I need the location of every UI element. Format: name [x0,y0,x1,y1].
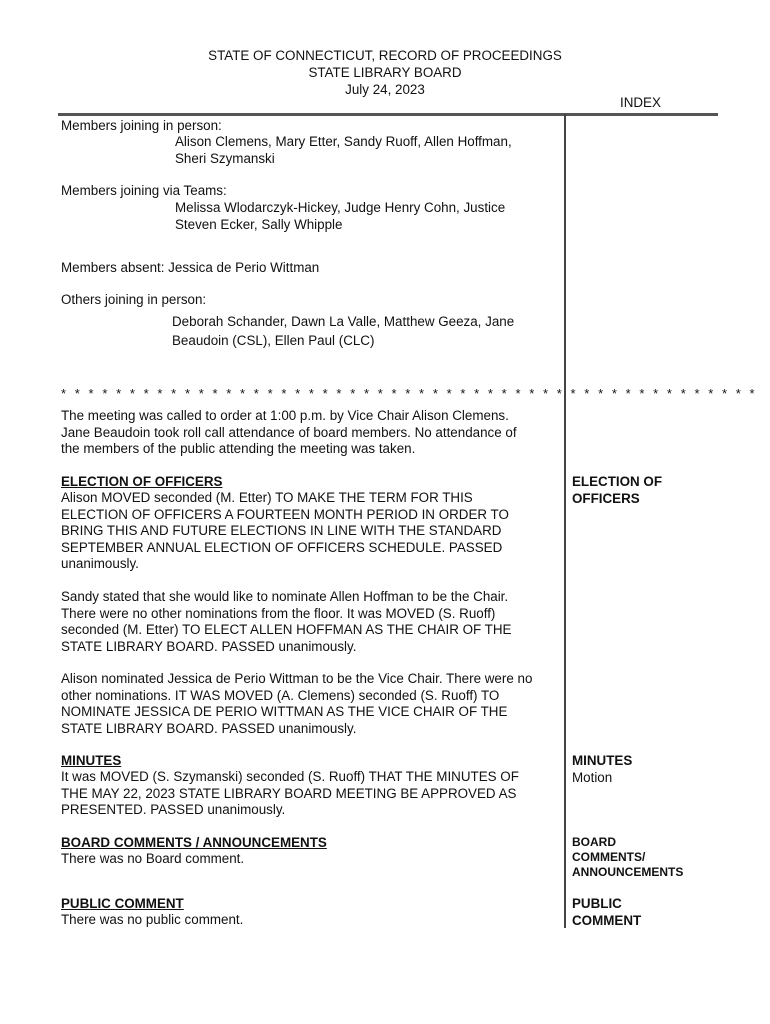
index-election: ELECTION OF OFFICERS [572,474,663,506]
teams-label: Members joining via Teams: [61,183,227,198]
index-board-comments: BOARD COMMENTS/ ANNOUNCEMENTS [572,835,684,879]
election-heading: ELECTION OF OFFICERS [61,474,223,489]
teams-names: Melissa Wlodarczyk-Hickey, Judge Henry Cohn, Justice Steven Ecker, Sally Whipple [175,200,506,232]
election-paragraph-2: Sandy stated that she would like to nominate Allen Hoffman to be the Chair. There were no other nominations from the floor. It was MOVED (S. Ruoff) seconded (M. Etter) TO ELECT ALLEN HOFFMAN AS THE CHAIR OF THE STATE LIBRARY BOARD. PASSED unanimously. [61,589,512,654]
index-public-comment: PUBLIC COMMENT [572,896,642,928]
minutes-heading: MINUTES [61,753,122,768]
index-minutes-sub: Motion [572,770,613,785]
election-paragraph-1: Alison MOVED seconded (M. Etter) TO MAKE THE TERM FOR THIS ELECTION OF OFFICERS A FOURTEEN MONTH PERIOD IN ORDER TO BRING THIS AND FUTURE ELECTIONS IN LINE WITH THE STANDARD SEPTEMBER ANNUAL ELECTION OF OFFICERS SCHEDULE. PASSED unanimously. [61,490,509,571]
document-title: STATE OF CONNECTICUT, RECORD OF PROCEEDINGS [208,48,562,63]
index-column-label: INDEX [620,95,661,110]
minutes-paragraph: It was MOVED (S. Szymanski) seconded (S. Ruoff) THAT THE MINUTES OF THE MAY 22, 2023 STATE LIBRARY BOARD MEETING BE APPROVED AS PRESENTED. PASSED unanimously. [61,769,519,817]
public-comment-paragraph: There was no public comment. [61,912,244,927]
call-to-order: The meeting was called to order at 1:00 p.m. by Vice Chair Alison Clemens. Jane Beaudoin took roll call attendance of board members. No attendance of the members of the public attending the meeting was taken. [61,408,517,456]
in-person-label: Members joining in person: [61,118,222,133]
board-comments-heading: BOARD COMMENTS / ANNOUNCEMENTS [61,835,327,850]
header-rule [58,113,718,116]
index-minutes: MINUTES [572,753,633,768]
in-person-names: Alison Clemens, Mary Etter, Sandy Ruoff, Allen Hoffman, Sheri Szymanski [175,134,512,166]
separator: * * * * * * * * * * * * * * * * * * * * * * * * * * * * * * * * * * * * * * * * * * * * * * * * * * * [61,386,758,401]
index-column-divider [564,114,566,928]
board-comments-paragraph: There was no Board comment. [61,851,245,866]
board-name: STATE LIBRARY BOARD [308,65,462,80]
others-label: Others joining in person: [61,292,207,307]
election-paragraph-3: Alison nominated Jessica de Perio Wittman to be the Vice Chair. There were no other nominations. IT WAS MOVED (A. Clemens) seconded (S. Ruoff) TO NOMINATE JESSICA DE PERIO WITTMAN AS THE VICE CHAIR OF THE STATE LIBRARY BOARD. PASSED unanimously. [61,671,533,736]
public-comment-heading: PUBLIC COMMENT [61,896,184,911]
members-absent: Members absent: Jessica de Perio Wittman [61,260,320,275]
others-names: Deborah Schander, Dawn La Valle, Matthew Geeza, Jane Beaudoin (CSL), Ellen Paul (CLC) [172,314,515,348]
meeting-date: July 24, 2023 [345,82,425,97]
